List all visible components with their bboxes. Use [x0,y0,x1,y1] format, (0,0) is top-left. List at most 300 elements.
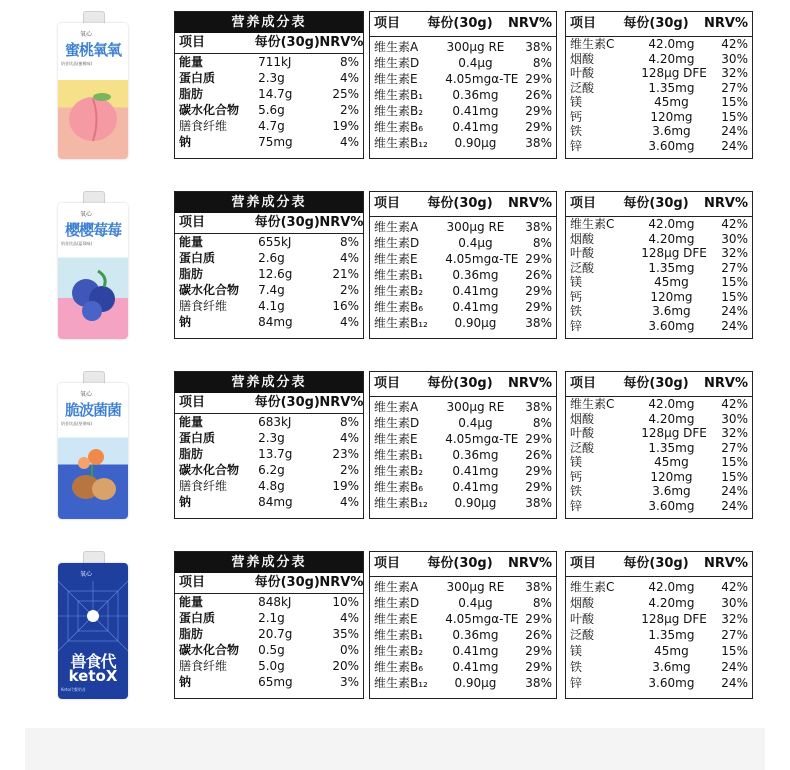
nutrition-table-macros [174,371,364,519]
package-brand: 氧心 [80,211,93,218]
nutrient-nrv: 2% [339,463,359,477]
nutrient-name: 镁 [570,644,583,658]
nutrient-nrv: 15% [721,289,748,304]
table-column-header [566,12,752,37]
nutrient-nrv: 24% [721,138,748,153]
nutrient-name: 能量 [179,55,204,69]
col-serving: 每份(30g) [623,376,689,391]
nutrient-amount: 128μg DFE [641,612,707,626]
table-row [566,627,752,643]
package-product-name: 兽食代 [70,652,116,671]
nutrient-amount: 0.41mg [452,660,499,674]
nutrient-amount: 300μg RE [446,220,505,234]
nutrient-name: 烟酸 [570,51,595,66]
nutrient-nrv: 42% [721,37,748,51]
nutrient-name: 维生素B₁₂ [374,136,428,150]
table-row [370,103,556,119]
table-title: 营养成分表 [175,12,363,33]
nutrient-amount: 2.1g [258,611,285,625]
nutrient-nrv: 29% [525,300,552,314]
nutrient-amount: 0.41mg [452,480,499,494]
nutrient-name: 脂肪 [179,267,204,281]
table-row [566,232,752,247]
nutrient-amount: 45mg [654,455,689,469]
nutrient-name: 泛酸 [570,260,595,275]
nutrient-nrv: 24% [721,676,748,690]
nutrient-nrv: 16% [332,299,359,313]
nutrient-name: 维生素A [374,40,419,54]
nutrient-amount: 1.35mg [648,80,695,95]
nutrient-amount: 1.35mg [648,440,695,455]
nutrient-amount: 0.90μg [454,136,497,150]
nutrient-nrv: 24% [721,498,748,513]
nutrient-amount: 0.90μg [454,676,497,690]
package-product-name: 樱樱莓莓 [64,221,121,239]
table-row [370,87,556,103]
mineral-rows [566,397,752,513]
nutrient-nrv: 38% [525,496,552,510]
nutrient-nrv: 8% [339,235,359,249]
nutrient-name: 蛋白质 [179,251,216,265]
nutrient-amount: 4.20mg [648,51,695,66]
nutrient-name: 钙 [570,469,583,484]
nutrient-amount: 45mg [654,95,689,109]
table-row [566,659,752,675]
nutrient-nrv: 38% [525,400,552,414]
nutrient-nrv: 26% [525,268,552,282]
table-row [370,579,556,595]
table-row [370,431,556,447]
nutrient-amount: 45mg [654,644,689,658]
col-nrv: NRV% [508,196,552,211]
table-row [175,626,363,642]
table-row [566,499,752,514]
table-row [175,594,363,610]
nutrient-amount: 655kJ [258,235,292,249]
col-nrv: NRV% [704,196,748,211]
nutrient-name: 维生素E [374,612,418,626]
nutrient-name: 维生素C [570,37,615,51]
table-row [566,455,752,470]
nutrient-name: 铁 [570,484,583,498]
nutrient-name: 烟酸 [570,411,595,426]
nutrient-nrv: 27% [721,260,748,275]
table-row [370,399,556,415]
nutrient-nrv: 2% [339,283,359,297]
table-row [370,643,556,659]
nutrient-name: 叶酸 [570,612,595,626]
nutrient-name: 脂肪 [179,87,204,101]
nutrient-amount: 0.36mg [452,88,499,102]
nutrient-nrv: 15% [721,455,748,469]
table-row [566,95,752,110]
nutrient-name: 脂肪 [179,447,204,461]
nutrient-nrv: 15% [721,275,748,289]
nutrient-name: 钠 [179,675,192,689]
table-column-header [370,12,556,37]
nutrient-amount: 42.0mg [648,217,695,231]
col-nrv: NRV% [319,35,364,50]
nutrient-nrv: 8% [532,56,552,70]
table-row [566,290,752,305]
nutrient-name: 烟酸 [570,231,595,246]
table-row [175,610,363,626]
table-row [370,447,556,463]
col-serving: 每份(30g) [254,215,320,230]
nutrient-nrv: 23% [332,447,359,461]
table-column-header [175,213,363,234]
nutrient-name: 膳食纤维 [179,659,228,673]
nutrient-nrv: 19% [332,119,359,133]
nutrient-amount: 4.20mg [648,231,695,246]
col-serving: 每份(30g) [427,196,493,211]
package-image-3 [58,371,128,521]
nutrient-name: 维生素B₁ [374,88,424,102]
nutrient-name: 维生素B₁ [374,628,424,642]
package-body [58,23,128,159]
col-serving: 每份(30g) [623,16,689,31]
nutrient-amount: 128μg DFE [641,66,707,80]
table-column-header [566,552,752,577]
nutrient-name: 维生素D [374,236,420,250]
package-body [58,203,128,339]
macro-rows [175,54,363,150]
col-item: 项目 [570,196,597,211]
col-serving: 每份(30g) [427,556,493,571]
nutrient-nrv: 42% [721,217,748,231]
col-nrv: NRV% [704,556,748,571]
macro-rows [175,234,363,330]
table-row [175,674,363,690]
product-section-1 [0,11,790,161]
nutrient-name: 维生素A [374,400,419,414]
nutrient-name: 维生素E [374,72,418,86]
nutrient-nrv: 38% [525,136,552,150]
col-item: 项目 [570,376,597,391]
nutrient-name: 镁 [570,455,583,469]
nutrient-name: 维生素C [570,580,615,594]
nutrient-nrv: 3% [339,675,359,689]
nutrient-name: 维生素B₂ [374,464,424,478]
nutrient-name: 叶酸 [570,246,595,260]
nutrient-nrv: 8% [339,415,359,429]
col-serving: 每份(30g) [623,556,689,571]
nutrient-amount: 65mg [258,675,293,689]
nutrient-name: 烟酸 [570,596,595,610]
nutrient-nrv: 38% [525,220,552,234]
package-body [58,563,128,699]
nutrient-nrv: 0% [339,643,359,657]
table-title: 营养成分表 [175,552,363,573]
table-row [175,266,363,282]
table-row [566,441,752,456]
nutrient-amount: 45mg [654,275,689,289]
nutrient-amount: 300μg RE [446,40,505,54]
table-row [370,495,556,511]
col-nrv: NRV% [508,16,552,31]
nutrient-name: 叶酸 [570,426,595,440]
table-row [175,54,363,70]
table-row [370,611,556,627]
table-row [175,642,363,658]
col-item: 项目 [179,395,206,410]
nutrient-amount: 3.6mg [652,660,691,674]
table-row [370,251,556,267]
nutrient-name: 铁 [570,660,583,674]
nutrient-amount: 42.0mg [648,37,695,51]
nutrient-nrv: 29% [525,644,552,658]
nutrient-amount: 4.05mgα-TE [445,432,519,446]
nutrient-amount: 4.7g [258,119,285,133]
table-row [175,102,363,118]
nutrient-name: 维生素D [374,56,420,70]
nutrient-nrv: 38% [525,676,552,690]
nutrient-nrv: 29% [525,432,552,446]
col-nrv: NRV% [704,376,748,391]
nutrient-nrv: 15% [721,109,748,124]
nutrient-nrv: 4% [339,495,359,509]
col-item: 项目 [374,376,401,391]
nutrient-nrv: 8% [532,416,552,430]
nutrient-name: 维生素B₂ [374,104,424,118]
nutrient-amount: 120mg [650,469,693,484]
nutrition-table-macros [174,191,364,339]
nutrient-name: 锌 [570,498,583,513]
nutrient-name: 泛酸 [570,80,595,95]
nutrient-amount: 75mg [258,135,293,149]
nutrient-nrv: 24% [721,318,748,333]
nutrient-name: 碳水化合物 [179,283,240,297]
package-brand: 氧心 [80,391,93,398]
nutrient-nrv: 30% [721,51,748,66]
package-image-2 [58,191,128,341]
table-row [370,415,556,431]
nutrient-amount: 2.3g [258,431,285,445]
col-nrv: NRV% [319,395,364,410]
col-serving: 每份(30g) [427,376,493,391]
nutrient-amount: 4.05mgα-TE [445,252,519,266]
nutrient-name: 镁 [570,95,583,109]
nutrient-amount: 0.36mg [452,268,499,282]
nutrient-name: 维生素B₆ [374,120,424,134]
nutrient-nrv: 15% [721,95,748,109]
nutrient-name: 镁 [570,275,583,289]
nutrient-name: 能量 [179,415,204,429]
nutrient-nrv: 30% [721,596,748,610]
table-row [370,71,556,87]
nutrient-nrv: 29% [525,612,552,626]
nutrient-nrv: 29% [525,480,552,494]
table-row [175,446,363,462]
nutrient-amount: 0.4μg [458,596,493,610]
package-subtitle: 奶昔饮品(蓝莓味) [61,241,93,246]
col-nrv: NRV% [319,215,364,230]
mineral-rows [566,577,752,691]
nutrient-name: 维生素E [374,432,418,446]
nutrient-nrv: 42% [721,580,748,594]
table-row [370,39,556,55]
nutrient-name: 碳水化合物 [179,643,240,657]
table-row [566,595,752,611]
nutrient-amount: 848kJ [258,595,292,609]
nut-flower-icon [66,443,120,507]
nutrition-table-vitamins [369,551,557,699]
table-row [566,397,752,412]
table-row [566,124,752,139]
nutrient-name: 钠 [179,495,192,509]
nutrient-nrv: 26% [525,628,552,642]
table-row [566,643,752,659]
product-section-3 [0,371,790,521]
nutrient-nrv: 19% [332,479,359,493]
nutrient-amount: 0.4μg [458,56,493,70]
nutrient-amount: 0.41mg [452,644,499,658]
table-row [370,675,556,691]
package-body [58,383,128,519]
col-serving: 每份(30g) [427,16,493,31]
vitamin-rows [370,217,556,331]
nutrient-nrv: 15% [721,469,748,484]
table-row [566,217,752,232]
nutrition-table-minerals [565,551,753,699]
nutrient-name: 膳食纤维 [179,299,228,313]
nutrient-nrv: 10% [332,595,359,609]
nutrient-amount: 3.6mg [652,304,691,318]
col-nrv: NRV% [704,16,748,31]
col-nrv: NRV% [508,556,552,571]
table-row [566,579,752,595]
nutrient-amount: 4.1g [258,299,285,313]
nutrient-amount: 0.41mg [452,284,499,298]
nutrient-amount: 128μg DFE [641,426,707,440]
table-row [566,484,752,499]
table-row [175,118,363,134]
nutrient-nrv: 2% [339,103,359,117]
nutrient-amount: 683kJ [258,415,292,429]
nutrient-nrv: 27% [721,80,748,95]
table-row [175,430,363,446]
nutrient-nrv: 32% [721,246,748,260]
nutrient-name: 维生素D [374,596,420,610]
nutrient-amount: 6.2g [258,463,285,477]
table-row [175,314,363,330]
table-row [175,658,363,674]
nutrient-nrv: 35% [332,627,359,641]
package-product-name: 脆波菌菌 [64,401,121,419]
package-subtitle: Keto代餐奶昔 [61,687,86,692]
nutrient-amount: 0.36mg [452,448,499,462]
nutrient-name: 锌 [570,138,583,153]
nutrient-name: 维生素A [374,220,419,234]
nutrient-amount: 2.6g [258,251,285,265]
nutrient-amount: 84mg [258,315,293,329]
nutrient-nrv: 27% [721,440,748,455]
nutrient-amount: 0.41mg [452,104,499,118]
table-row [566,139,752,154]
nutrient-name: 维生素B₁₂ [374,316,428,330]
nutrient-amount: 0.41mg [452,120,499,134]
table-row [175,414,363,430]
table-row [370,219,556,235]
nutrient-nrv: 24% [721,660,748,674]
table-column-header [370,552,556,577]
package-image-1 [58,11,128,161]
nutrient-name: 泛酸 [570,440,595,455]
nutrient-nrv: 38% [525,316,552,330]
product-section-4 [0,551,790,701]
table-row [175,478,363,494]
nutrition-table-minerals [565,11,753,159]
table-row [370,119,556,135]
table-row [566,675,752,691]
table-row [566,52,752,67]
table-row [370,659,556,675]
table-row [370,463,556,479]
nutrition-table-vitamins [369,11,557,159]
col-serving: 每份(30g) [254,395,320,410]
nutrient-name: 维生素B₂ [374,644,424,658]
table-row [175,86,363,102]
nutrient-amount: 0.4μg [458,416,493,430]
table-row [370,267,556,283]
nutrient-name: 维生素B₁₂ [374,676,428,690]
nutrient-name: 膳食纤维 [179,119,228,133]
nutrient-amount: 0.4μg [458,236,493,250]
nutrient-nrv: 24% [721,484,748,498]
table-row [175,494,363,510]
nutrient-amount: 42.0mg [648,580,695,594]
col-serving: 每份(30g) [254,35,320,50]
nutrient-name: 碳水化合物 [179,463,240,477]
table-title: 营养成分表 [175,372,363,393]
nutrient-amount: 5.0g [258,659,285,673]
nutrient-name: 维生素B₁ [374,268,424,282]
nutrient-nrv: 32% [721,66,748,80]
table-row [566,246,752,261]
nutrient-nrv: 4% [339,611,359,625]
nutrient-amount: 7.4g [258,283,285,297]
nutrient-name: 钙 [570,289,583,304]
nutrient-amount: 42.0mg [648,397,695,411]
nutrient-name: 碳水化合物 [179,103,240,117]
nutrition-table-macros [174,551,364,699]
nutrient-amount: 20.7g [258,627,293,641]
nutrition-table-macros [174,11,364,159]
table-row [175,70,363,86]
nutrient-amount: 3.60mg [648,498,695,513]
nutrient-amount: 711kJ [258,55,292,69]
table-row [566,611,752,627]
nutrient-nrv: 32% [721,426,748,440]
nutrition-table-vitamins [369,191,557,339]
nutrient-name: 钠 [179,135,192,149]
nutrient-amount: 0.90μg [454,316,497,330]
nutrient-name: 能量 [179,235,204,249]
nutrient-name: 叶酸 [570,66,595,80]
nutrient-amount: 4.05mgα-TE [445,72,519,86]
table-row [370,283,556,299]
col-nrv: NRV% [508,376,552,391]
nutrient-name: 泛酸 [570,628,595,642]
nutrient-name: 维生素B₆ [374,660,424,674]
nutrient-nrv: 8% [532,596,552,610]
nutrient-name: 蛋白质 [179,71,216,85]
nutrient-name: 维生素B₁ [374,448,424,462]
table-row [370,299,556,315]
nutrient-amount: 120mg [650,109,693,124]
nutrient-amount: 3.6mg [652,124,691,138]
nutrient-nrv: 29% [525,72,552,86]
